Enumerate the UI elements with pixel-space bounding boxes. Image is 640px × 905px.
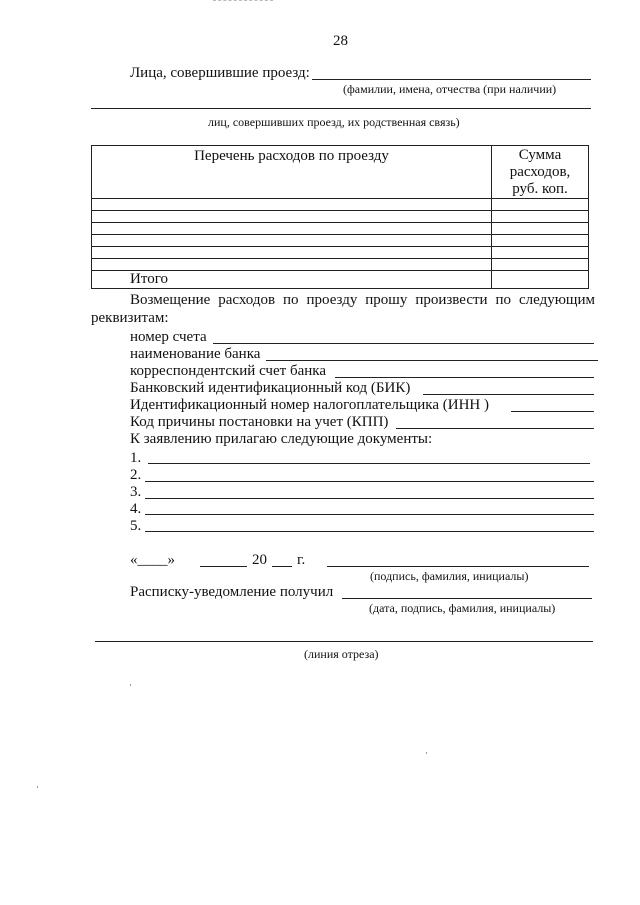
persons-hint-2: лиц, совершивших проезд, их родственная связь) (208, 115, 460, 129)
kpp-line[interactable] (396, 428, 594, 429)
expenses-sum-header (492, 146, 589, 199)
table-total-row[interactable] (92, 271, 589, 289)
attachment-line-3[interactable] (145, 498, 594, 499)
table-row[interactable] (92, 259, 589, 271)
kpp-label: Код причины постановки на учет (КПП) (130, 414, 389, 430)
expenses-sum-header-line2: руб. коп. (512, 181, 568, 197)
expenses-sum-header-line1: Сумма расходов, (509, 147, 571, 180)
table-cell[interactable] (92, 235, 492, 247)
attachment-number-2: 2. (130, 467, 142, 483)
total-sum-cell[interactable] (492, 271, 589, 289)
table-cell[interactable] (92, 223, 492, 235)
attachment-number-1: 1. (130, 450, 142, 466)
attachment-number-4: 4. (130, 501, 142, 517)
attachment-number-3: 3. (130, 484, 142, 500)
table-row[interactable] (92, 247, 589, 259)
bank-name-line[interactable] (266, 360, 598, 361)
table-row[interactable] (92, 235, 589, 247)
attachment-line-1[interactable] (148, 463, 590, 464)
account-number-line[interactable] (213, 343, 594, 344)
attachment-line-2[interactable] (145, 481, 594, 482)
date-year-line[interactable] (272, 566, 292, 567)
persons-hint-1: (фамилии, имена, отчества (при наличии) (343, 82, 557, 96)
receipt-label: Расписку-уведомление получил (130, 584, 334, 600)
table-cell[interactable] (92, 211, 492, 223)
expenses-table (91, 145, 589, 289)
cut-line (95, 641, 593, 642)
attachment-number-5: 5. (130, 518, 142, 534)
scan-top-mark (213, 0, 273, 1)
signature-hint: (подпись, фамилия, инициалы) (370, 569, 529, 583)
page-number: 28 (333, 33, 348, 49)
attachment-line-4[interactable] (145, 514, 594, 515)
correspondent-account-label: корреспондентский счет банка (130, 363, 326, 379)
correspondent-account-line[interactable] (335, 377, 594, 378)
table-cell[interactable] (492, 223, 589, 235)
scan-speck (130, 684, 131, 686)
expenses-list-header: Перечень расходов по проезду (92, 146, 492, 199)
reimbursement-text-line1: Возмещение расходов по проезду прошу произвести по следующим (130, 292, 595, 308)
cut-line-label: (линия отреза) (304, 647, 379, 661)
signature-line[interactable] (327, 566, 589, 567)
table-row[interactable] (92, 211, 589, 223)
persons-label: Лица, совершившие проезд: (130, 65, 310, 81)
table-row[interactable] (92, 199, 589, 211)
account-number-label: номер счета (130, 329, 207, 345)
reimbursement-text-line2: реквизитам: (91, 310, 169, 326)
inn-label: Идентификационный номер налогоплательщика (ИНН ) (130, 397, 489, 413)
table-cell[interactable] (92, 199, 492, 211)
inn-line[interactable] (511, 411, 594, 412)
date-year-prefix: 20 (252, 552, 267, 568)
date-month-line[interactable] (200, 566, 247, 567)
attachments-label: К заявлению прилагаю следующие документы: (130, 431, 433, 447)
total-label: Итого (92, 271, 492, 289)
scan-speck (37, 786, 38, 788)
bank-name-label: наименование банка (130, 346, 261, 362)
table-cell[interactable] (492, 211, 589, 223)
scan-speck (426, 752, 427, 754)
bik-line[interactable] (423, 394, 594, 395)
table-cell[interactable] (492, 259, 589, 271)
receipt-line[interactable] (342, 598, 592, 599)
table-cell[interactable] (92, 259, 492, 271)
bik-label: Банковский идентификационный код (БИК) (130, 380, 411, 396)
attachment-line-5[interactable] (145, 531, 594, 532)
table-cell[interactable] (492, 247, 589, 259)
table-row[interactable] (92, 223, 589, 235)
persons-input-line-2[interactable] (91, 108, 591, 109)
persons-input-line[interactable] (312, 79, 591, 80)
receipt-hint: (дата, подпись, фамилия, инициалы) (369, 601, 556, 615)
table-cell[interactable] (92, 247, 492, 259)
date-year-suffix: г. (297, 552, 306, 568)
table-cell[interactable] (492, 235, 589, 247)
table-header-row (92, 146, 589, 199)
date-day-field[interactable]: «____» (130, 552, 175, 568)
table-cell[interactable] (492, 199, 589, 211)
